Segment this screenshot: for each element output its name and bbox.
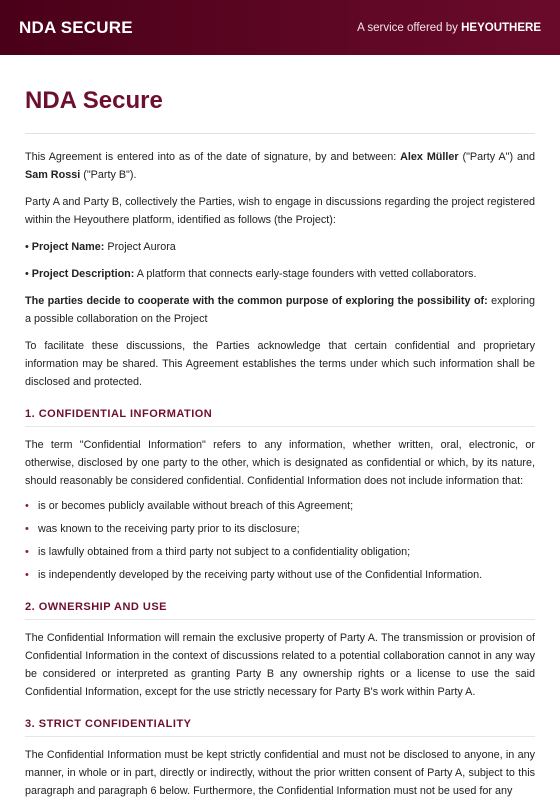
party-a-label: ("Party A") and bbox=[458, 151, 535, 163]
party-b-label: ("Party B"). bbox=[80, 169, 137, 181]
project-name-label: Project Name: bbox=[31, 241, 105, 253]
intro-parties-paragraph bbox=[25, 148, 535, 184]
section-heading-strict-confidentiality: 3. STRICT CONFIDENTIALITY bbox=[25, 717, 535, 737]
party-a-name: Alex Müller bbox=[400, 151, 459, 163]
purpose-value: exploring a possible collaboration on the Project bbox=[25, 295, 535, 325]
project-name-value: Project Aurora bbox=[104, 241, 176, 253]
document-title: NDA Secure bbox=[25, 87, 163, 114]
section-heading-confidential-information: 1. CONFIDENTIAL INFORMATION bbox=[25, 407, 535, 427]
list-item: • is lawfully obtained from a third party not subject to a confidentiality obligation; bbox=[25, 543, 535, 561]
section-body-ownership-and-use: The Confidential Information will remain the exclusive property of Party A. The transmission or provision of Confidential Information in the context of discussions related to a potential collaboration cannot in any way be considered or interpreted as granting Party B any ownership rights or a license to use the said Confidential Information, except for the use strictly necessary for Party B's work within Party A. bbox=[25, 632, 535, 698]
list-item: • is or becomes publicly available without breach of this Agreement; bbox=[25, 497, 535, 515]
exclusions-list bbox=[25, 497, 535, 584]
service-credit bbox=[357, 22, 541, 34]
intro-project-paragraph: Party A and Party B, collectively the Parties, wish to engage in discussions regarding the project registered within the Heyouthere platform, identified as follows (the Project): bbox=[25, 196, 535, 226]
list-item: • was known to the receiving party prior to its disclosure; bbox=[25, 520, 535, 538]
project-name-line: • Project Name: Project Aurora bbox=[25, 241, 176, 253]
purpose-label: The parties decide to cooperate with the common purpose of exploring the possibility of: bbox=[25, 295, 488, 307]
project-description-label: Project Description: bbox=[31, 268, 135, 280]
service-prefix: A service offered by bbox=[357, 21, 458, 34]
project-description-line: • Project Description: A platform that connects early-stage founders with vetted collaborators. bbox=[25, 268, 477, 280]
list-item: • is independently developed by the receiving party without use of the Confidential Information. bbox=[25, 566, 535, 584]
intro-text: This Agreement is entered into as of the date of signature, by and between: bbox=[25, 151, 401, 163]
party-b-name: Sam Rossi bbox=[25, 169, 81, 181]
title-divider bbox=[25, 133, 535, 134]
service-company: HEYOUTHERE bbox=[461, 21, 541, 34]
top-bar bbox=[0, 0, 560, 55]
document-body bbox=[0, 86, 560, 800]
project-description-value: A platform that connects early-stage founders with vetted collaborators. bbox=[134, 268, 477, 280]
section-body-confidential-information: The term "Confidential Information" refers to any information, whether written, oral, electronic, or otherwise, disclosed by one party to the other, which is designated as confidential or which, by its nature, should reasonably be considered confidential. Confidential Information does not include information that: bbox=[25, 439, 535, 487]
section-body-strict-confidentiality: The Confidential Information must be kept strictly confidential and must not be disclosed to anyone, in any manner, in whole or in part, directly or indirectly, without the prior written consent of Party A, subject to this paragraph and paragraph 6 below. Furthermore, the Confidential Information must not be used for any bbox=[25, 749, 535, 797]
purpose-paragraph bbox=[25, 292, 535, 328]
section-heading-ownership-and-use: 2. OWNERSHIP AND USE bbox=[25, 600, 535, 620]
intro-facilitate-paragraph: To facilitate these discussions, the Parties acknowledge that certain confidential and proprietary information may be shared. This Agreement establishes the terms under which such information shall be disclosed and protected. bbox=[25, 340, 535, 388]
brand-logo-text: NDA SECURE bbox=[19, 17, 133, 37]
